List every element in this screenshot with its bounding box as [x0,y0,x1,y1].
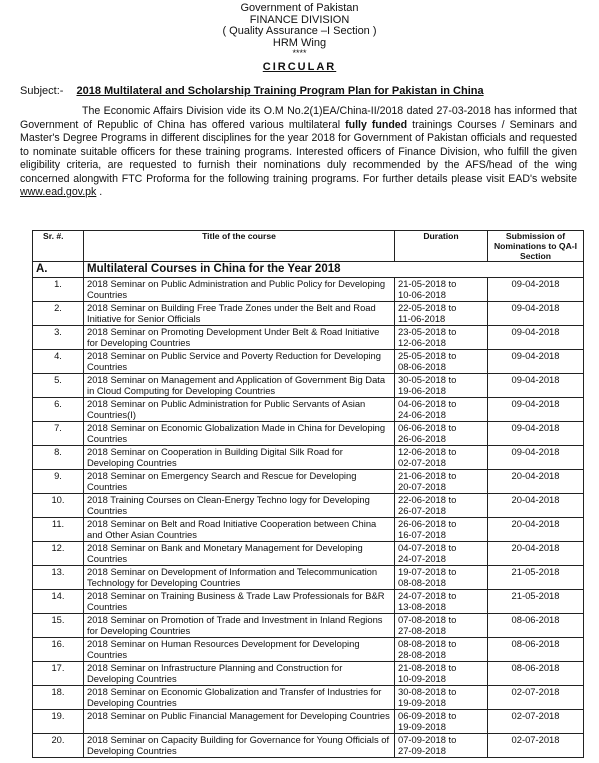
submission-date: 20-04-2018 [488,542,584,566]
course-duration [395,398,488,422]
course-duration [395,590,488,614]
submission-date: 20-04-2018 [488,470,584,494]
duration-from: 12-06-2018 to [398,446,457,457]
row-number: 3. [33,326,84,350]
course-duration [395,302,488,326]
duration-from: 21-08-2018 to [398,662,457,673]
duration-from: 04-06-2018 to [398,398,457,409]
duration-to: 13-08-2018 [398,601,446,612]
body-text-1: The Economic Affairs Division vide its O.M No.2(1)EA/China-II/2018 dated 27-03-2018 has informed that Government of Republic of China has offered various multilateral [20,105,577,131]
duration-from: 23-05-2018 to [398,326,457,337]
table-row [33,734,584,758]
duration-to: 24-06-2018 [398,409,446,420]
table-row [33,566,584,590]
row-number: 13. [33,566,84,590]
row-number: 14. [33,590,84,614]
course-title: 2018 Seminar on Building Free Trade Zones under the Belt and Road Initiative for Senior Officials [84,302,395,326]
table-row [33,350,584,374]
submission-date: 21-05-2018 [488,566,584,590]
body-paragraph [20,105,577,200]
duration-to: 08-06-2018 [398,361,446,372]
submission-date: 09-04-2018 [488,350,584,374]
duration-from: 22-05-2018 to [398,302,457,313]
course-title: 2018 Seminar on Belt and Road Initiative Cooperation between China and Other Asian Countries [84,518,395,542]
duration-from: 21-06-2018 to [398,470,457,481]
duration-from: 19-07-2018 to [398,566,457,577]
submission-date: 09-04-2018 [488,446,584,470]
section-row [33,262,584,278]
duration-to: 26-06-2018 [398,433,446,444]
submission-date: 09-04-2018 [488,422,584,446]
duration-to: 10-06-2018 [398,289,446,300]
division-name: FINANCE DIVISION [249,13,350,26]
submission-date: 02-07-2018 [488,710,584,734]
duration-to: 12-06-2018 [398,337,446,348]
course-duration [395,686,488,710]
wing-name: HRM Wing [272,36,327,49]
body-text-end: . [96,186,103,198]
table-row [33,278,584,302]
row-number: 8. [33,446,84,470]
table-row [33,590,584,614]
course-duration [395,446,488,470]
course-title: 2018 Seminar on Economic Globalization and Transfer of Industries for Developing Countries [84,686,395,710]
row-number: 15. [33,614,84,638]
course-duration [395,614,488,638]
table-row [33,374,584,398]
courses-table [32,230,584,758]
submission-date: 08-06-2018 [488,638,584,662]
duration-from: 06-09-2018 to [398,710,457,721]
table-row [33,422,584,446]
body-bold-text: fully funded [345,118,408,131]
table-header-row [33,231,584,262]
duration-to: 26-07-2018 [398,505,446,516]
course-duration [395,422,488,446]
course-duration [395,662,488,686]
duration-to: 19-06-2018 [398,385,446,396]
submission-date: 20-04-2018 [488,494,584,518]
row-number: 9. [33,470,84,494]
course-title: 2018 Seminar on Infrastructure Planning and Construction for Developing Countries [84,662,395,686]
table-row [33,638,584,662]
submission-date: 21-05-2018 [488,590,584,614]
submission-date: 20-04-2018 [488,518,584,542]
document-title: CIRCULAR [262,61,337,73]
duration-from: 07-08-2018 to [398,614,457,625]
duration-to: 10-09-2018 [398,673,446,684]
table-row [33,326,584,350]
duration-from: 24-07-2018 to [398,590,457,601]
duration-to: 27-08-2018 [398,625,446,636]
row-number: 16. [33,638,84,662]
duration-from: 04-07-2018 to [398,542,457,553]
section-name: ( Quality Assurance –I Section ) [222,25,377,37]
course-title: 2018 Seminar on Emergency Search and Rescue for Developing Countries [84,470,395,494]
course-duration [395,710,488,734]
course-title: 2018 Seminar on Capacity Building for Governance for Young Officials of Developing Countries [84,734,395,758]
course-title: 2018 Seminar on Promoting Development Under Belt & Road Initiative for Developing Countries [84,326,395,350]
course-title: 2018 Seminar on Bank and Monetary Management for Developing Countries [84,542,395,566]
submission-date: 09-04-2018 [488,398,584,422]
duration-from: 06-06-2018 to [398,422,457,433]
duration-from: 30-08-2018 to [398,686,457,697]
duration-from: 07-09-2018 to [398,734,457,745]
table-row [33,710,584,734]
body-text-2: trainings Courses / Seminars and Master's Degree Programs in different disciplines for the year 2018 for Government of Pakistan officials and requested to nominate suitable officers for these training programs. Interested officers of Finance Division, who fulfill the given eligibility criteria, are requested to furnish their nominations duly recommended by the AFS/head of the wing concerned alongwith FTC Proforma for the following training programs. For further details please visit EAD's website [20,118,577,185]
row-number: 1. [33,278,84,302]
ead-website-link[interactable]: www.ead.gov.pk [20,186,97,198]
course-title: 2018 Seminar on Economic Globalization Made in China for Developing Countries [84,422,395,446]
subject-title: 2018 Multilateral and Scholarship Training Program Plan for Pakistan in China [76,85,484,97]
table-row [33,542,584,566]
course-title: 2018 Seminar on Training Business & Trade Law Professionals for B&R Countries [84,590,395,614]
submission-date: 09-04-2018 [488,326,584,350]
letterhead [0,0,599,58]
section-title: Multilateral Courses in China for the Year 2018 [84,262,584,278]
row-number: 20. [33,734,84,758]
row-number: 19. [33,710,84,734]
course-title: 2018 Seminar on Cooperation in Building Digital Silk Road for Developing Countries [84,446,395,470]
row-number: 6. [33,398,84,422]
subject-line [20,85,599,97]
government-name: Government of Pakistan [240,2,359,14]
table-row [33,494,584,518]
row-number: 18. [33,686,84,710]
submission-date: 02-07-2018 [488,734,584,758]
course-duration [395,470,488,494]
duration-from: 25-05-2018 to [398,350,457,361]
submission-date: 08-06-2018 [488,662,584,686]
course-title: 2018 Seminar on Management and Application of Government Big Data in Cloud Computing for Developing Countries [84,374,395,398]
duration-to: 24-07-2018 [398,553,446,564]
course-title: 2018 Seminar on Development of Information and Telecommunication Technology for Developing Countries [84,566,395,590]
course-duration [395,518,488,542]
table-row [33,446,584,470]
row-number: 4. [33,350,84,374]
row-number: 7. [33,422,84,446]
table-row [33,686,584,710]
duration-to: 08-08-2018 [398,577,446,588]
duration-to: 02-07-2018 [398,457,446,468]
duration-from: 26-06-2018 to [398,518,457,529]
table-row [33,470,584,494]
submission-date: 02-07-2018 [488,686,584,710]
stars-divider: **** [292,48,307,58]
row-number: 12. [33,542,84,566]
row-number: 10. [33,494,84,518]
row-number: 11. [33,518,84,542]
table-row [33,614,584,638]
course-duration [395,542,488,566]
header-submission: Submission of Nominations to QA-I Section [488,231,584,262]
course-duration [395,734,488,758]
duration-to: 28-08-2018 [398,649,446,660]
submission-date: 09-04-2018 [488,374,584,398]
duration-to: 19-09-2018 [398,697,446,708]
course-duration [395,374,488,398]
course-title: 2018 Seminar on Public Administration and Public Policy for Developing Countries [84,278,395,302]
header-title: Title of the course [84,231,395,262]
course-duration [395,278,488,302]
row-number: 2. [33,302,84,326]
course-duration [395,494,488,518]
table-row [33,518,584,542]
header-sr: Sr. #. [33,231,84,262]
duration-from: 22-06-2018 to [398,494,457,505]
course-title: 2018 Seminar on Public Service and Poverty Reduction for Developing Countries [84,350,395,374]
course-title: 2018 Training Courses on Clean-Energy Techno logy for Developing Countries [84,494,395,518]
duration-to: 11-06-2018 [398,313,446,324]
duration-from: 08-08-2018 to [398,638,457,649]
subject-label: Subject:- [20,85,64,97]
duration-from: 21-05-2018 to [398,278,457,289]
duration-to: 19-09-2018 [398,721,446,732]
section-letter: A. [33,262,84,278]
duration-from: 30-05-2018 to [398,374,457,385]
duration-to: 27-09-2018 [398,745,446,756]
duration-to: 16-07-2018 [398,529,446,540]
submission-date: 09-04-2018 [488,302,584,326]
course-duration [395,350,488,374]
course-title: 2018 Seminar on Public Financial Management for Developing Countries [84,710,395,734]
table-row [33,398,584,422]
course-title: 2018 Seminar on Promotion of Trade and Investment in Inland Regions for Developing Countries [84,614,395,638]
submission-date: 08-06-2018 [488,614,584,638]
course-duration [395,566,488,590]
course-title: 2018 Seminar on Public Administration for Public Servants of Asian Countries(I) [84,398,395,422]
duration-to: 20-07-2018 [398,481,446,492]
course-duration [395,638,488,662]
row-number: 17. [33,662,84,686]
row-number: 5. [33,374,84,398]
course-duration [395,326,488,350]
table-row [33,662,584,686]
course-title: 2018 Seminar on Human Resources Development for Developing Countries [84,638,395,662]
table-row [33,302,584,326]
header-duration: Duration [395,231,488,262]
submission-date: 09-04-2018 [488,278,584,302]
